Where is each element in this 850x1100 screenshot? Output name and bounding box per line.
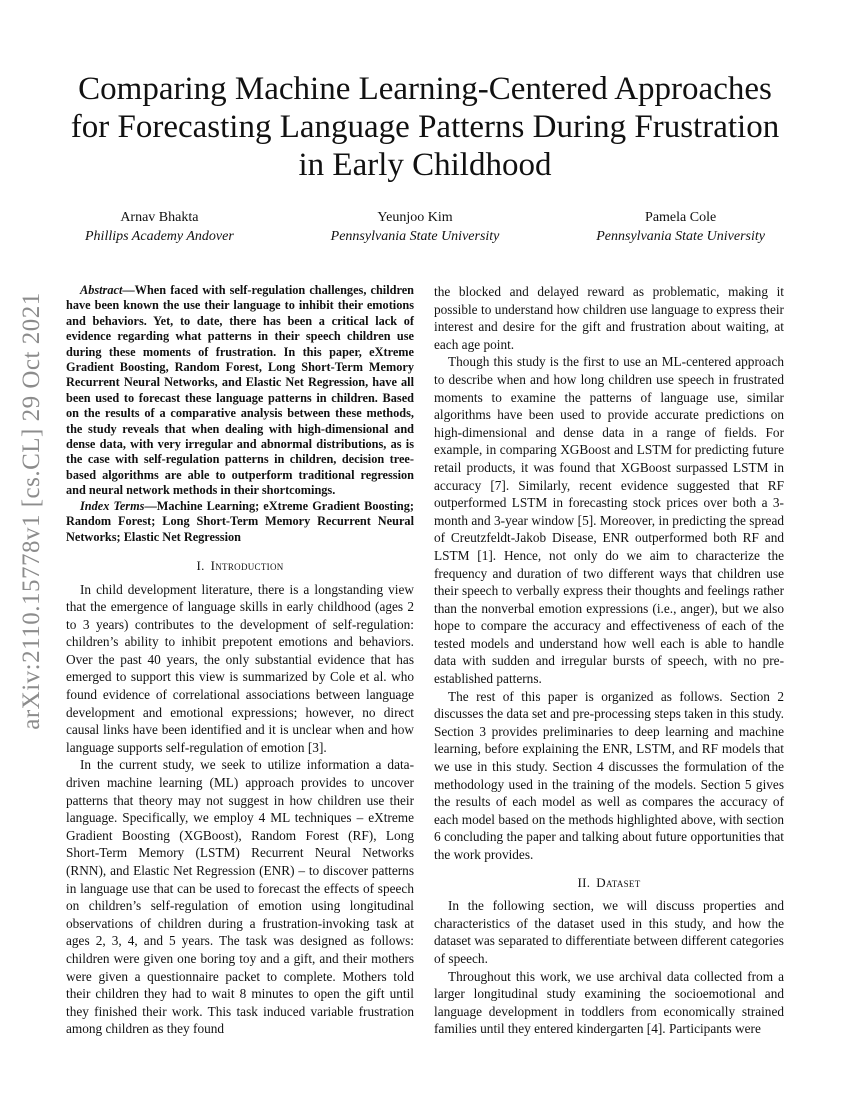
body-paragraph: In child development literature, there is a longstanding view that the emergence of language skills in early childhood (ages 2 to 3 years) contributes to the development of self-regulation: children’s ability to inhibit prepotent emotions and behaviors. Over the past 40 years, the only substantial evidence that has emerged to support this view is summarized by Cole et al. who found evidence of correlational associations between language development and emotional expressions; however, no direct causal links have been identified and it is unclear when and how language supports self-regulation of emotion [3]. — [66, 581, 414, 755]
abstract-label: Abstract — [80, 283, 123, 297]
arxiv-identifier — [10, 292, 54, 730]
abstract-text: —When faced with self-regulation challenges, children have been known the use their language to inhibit their emotions and behaviors. Yet, to date, there has been a critical lack of evidence regarding what patterns in their speech children use during these moments of frustration. In this paper, eXtreme Gradient Boosting, Random Forest, Long Short-Term Memory Recurrent Neural Networks, and Elastic Net Regression, have all been used to forecast these language patterns in children. Based on the results of a comparative analysis between these methods, the study reveals that when dealing with high-dimensional and dense data, with very irregular and abnormal distributions, as is the case with self-regulation patterns in children, decision tree-based algorithms are able to outperform traditional regression and neural network methods in their shortcomings. — [66, 283, 414, 498]
author-1 — [85, 208, 234, 246]
index-terms-label: Index Terms — [80, 498, 145, 513]
section-title: Dataset — [596, 874, 641, 890]
abstract — [66, 283, 414, 499]
section-title: Introduction — [210, 557, 284, 573]
body-paragraph: Though this study is the first to use an ML-centered approach to describe when and how long children use speech in frustrated moments to examine the patterns of language use, similar algorithms have been used to provide accurate predictions on high-dimensional and dense data in a range of fields. For example, in comparing XGBoost and LSTM for predicting future retail products, it was found that XGBoost surpassed LSTM in accuracy [7]. Similarly, recent evidence suggested that RF outperformed LSTM in forecasting stock prices over both a 3-month and 3-year window [5]. Moreover, in predicting the spread of Creutzfeldt-Jakob Disease, ENR outperformed both RF and LSTM [1]. Hence, not only do we aim to characterize the frequency and duration of two different ways that children use their speech to verbally express their thoughts and feelings rather than the nonverbal emotion expressions (i.e., anger), but we also hope to compare the accuracy and effectiveness of each of the tested models and understand how well each is able to handle data with sudden and irregular bursts of speech, with no pre-established patterns. — [434, 354, 784, 687]
section-heading-dataset — [434, 874, 784, 892]
author-3 — [596, 208, 765, 246]
author-affiliation: Phillips Academy Andover — [85, 229, 234, 244]
body-paragraph: The rest of this paper is organized as follows. Section 2 discusses the data set and pre-processing steps taken in this study. Section 3 provides preliminaries to deep learning and machine learning, before explaining the ENR, LSTM, and RF models that we use in this study. Section 4 discusses the formulation of the methodology used in the training of the models. Section 5 gives the results of each model as well as compares the accuracy of each model based on the methods highlighted above, with section 6 concluding the paper and talking about future opportunities that the work provides. — [434, 688, 784, 862]
author-2 — [331, 208, 500, 246]
author-affiliation: Pennsylvania State University — [330, 229, 500, 244]
body-paragraph-continued: the blocked and delayed reward as problematic, making it possible to understand how children use language to express their interest and desire for the gift and frustration about waiting, at each age point. — [434, 284, 784, 352]
paper-title: Comparing Machine Learning-Centered Approaches for Forecasting Language Patterns During Frustration in Early Childhood — [70, 71, 780, 183]
section-heading-introduction — [66, 557, 414, 575]
author-name: Yeunjoo Kim — [377, 210, 453, 225]
arxiv-identifier-text: arXiv:2110.15778v1 [cs.CL] 29 Oct 2021 — [18, 292, 45, 730]
left-column — [66, 283, 414, 1038]
body-paragraph: In the current study, we seek to utilize information a data-driven machine learning (ML) approach provides to uncover patterns that theory may not suggest in how children use their language. Specifically, we employ 4 ML techniques – eXtreme Gradient Boosting (XGBoost), Random Forest (RF), Long Short-Term Memory (LSTM) Recurrent Neural Networks (RNN), and Elastic Net Regression (ENR) – to discover patterns in language use that can be used to forecast the effects of speech on children’s self-regulation of emotion using longitudinal observations of children during a frustration-invoking task at ages 2, 3, 4, and 5 years. The task was designed as follows: children were given one boring toy and a gift, and their mothers were given a questionnaire packet to complete. Mothers told their children they had to wait 8 minutes to open the gift until they finished their work. This task induced variable frustration among children as they found — [66, 757, 414, 1037]
section-number: I. — [196, 557, 205, 573]
author-name: Pamela Cole — [645, 210, 717, 225]
index-terms-text: —Machine Learning; eXtreme Gradient Boosting; Random Forest; Long Short-Term Memory Recurrent Neural Networks; Elastic Net Regression — [66, 498, 414, 544]
right-column — [434, 283, 784, 1038]
author-block — [85, 208, 765, 246]
index-terms — [66, 499, 414, 545]
section-number: II. — [577, 874, 591, 890]
body-paragraph: In the following section, we will discuss properties and characteristics of the dataset used in this study, and how the dataset was separated to differentiate between different categories of speech. — [434, 898, 784, 966]
author-name: Arnav Bhakta — [120, 210, 199, 225]
body-paragraph: Throughout this work, we use archival data collected from a larger longitudinal study examining the socioemotional and language development in toddlers from economically strained families until they entered kindergarten [4]. Participants were — [434, 968, 784, 1037]
author-affiliation: Pennsylvania State University — [596, 229, 765, 244]
